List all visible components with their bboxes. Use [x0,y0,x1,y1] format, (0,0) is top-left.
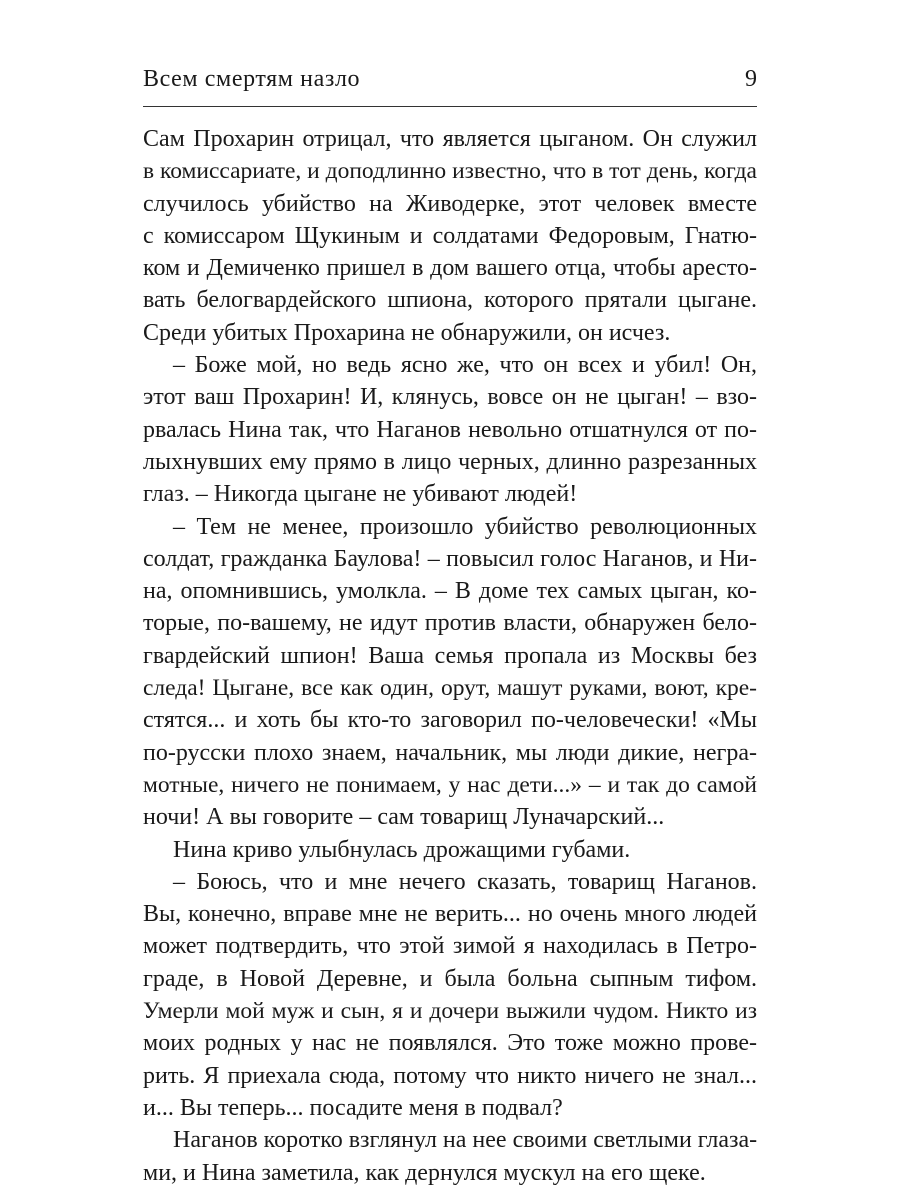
text-line: глаз. – Никогда цыгане не убивают людей! [143,481,578,508]
text-line: может подтвердить, что этой зимой я находилась в Петро- [143,933,757,960]
running-title: Всем смертям назло [143,66,361,92]
text-line: – Тем не менее, произошло убийство революционных [173,513,757,540]
text-line: рвалась Нина так, что Наганов невольно отшатнулся от по- [143,416,757,443]
page-number: 9 [745,66,757,92]
text-line: гвардейский шпион! Ваша семья пропала из Москвы без [143,642,757,669]
text-line: с комиссаром Щукиным и солдатами Федоровым, Гнатю- [143,222,757,249]
text-line: в комиссариате, и доподлинно известно, что в тот день, когда [143,158,757,185]
text-line: солдат, гражданка Баулова! – повысил голос Наганов, и Ни- [143,545,757,572]
text-line: Среди убитых Прохарина не обнаружили, он исчез. [143,319,671,346]
text-line: по-русски плохо знаем, начальник, мы люди дикие, негра- [143,739,757,766]
text-line: торые, по-вашему, не идут против власти, обнаружен бело- [143,610,757,637]
text-line: ком и Демиченко пришел в дом вашего отца, чтобы аресто- [143,255,757,282]
text-line: – Боже мой, но ведь ясно же, что он всех и убил! Он, [173,352,757,379]
text-line: лыхнувших ему прямо в лицо черных, длинно разрезанных [143,448,757,475]
text-line: ночи! А вы говорите – сам товарищ Луначарский... [143,804,665,831]
text-line: Вы, конечно, вправе мне не верить... но очень много людей [143,901,757,928]
body-text [143,123,757,1189]
text-line: моих родных у нас не появлялся. Это тоже можно прове- [143,1030,757,1057]
text-line: на, опомнившись, умолкла. – В доме тех самых цыган, ко- [143,578,757,605]
text-line: граде, в Новой Деревне, и была больна сыпным тифом. [143,965,757,992]
text-line: рить. Я приехала сюда, потому что никто ничего не знал... [143,1062,757,1089]
text-line: Умерли мой муж и сын, я и дочери выжили чудом. Никто из [143,998,757,1025]
header-rule [143,106,757,107]
text-line: вать белогвардейского шпиона, которого прятали цыгане. [143,287,757,314]
text-line: этот ваш Прохарин! И, клянусь, вовсе он не цыган! – взо- [143,384,757,411]
text-line: ми, и Нина заметила, как дернулся мускул на его щеке. [143,1159,706,1186]
text-line: Нина криво улыбнулась дрожащими губами. [173,836,631,863]
text-line: стятся... и хоть бы кто-то заговорил по-человечески! «Мы [143,707,757,734]
text-line: следа! Цыгане, все как один, орут, машут руками, воют, кре- [143,675,757,702]
text-line: случилось убийство на Живодерке, этот человек вместе [143,190,757,217]
running-head [143,64,757,100]
text-line: – Боюсь, что и мне нечего сказать, товарищ Наганов. [173,868,757,895]
text-line: и... Вы теперь... посадите меня в подвал? [143,1094,563,1121]
text-line: мотные, ничего не понимаем, у нас дети...» – и так до самой [143,771,757,798]
text-line: Наганов коротко взглянул на нее своими светлыми глаза- [173,1127,758,1154]
text-line: Сам Прохарин отрицал, что является цыганом. Он служил [143,126,757,152]
